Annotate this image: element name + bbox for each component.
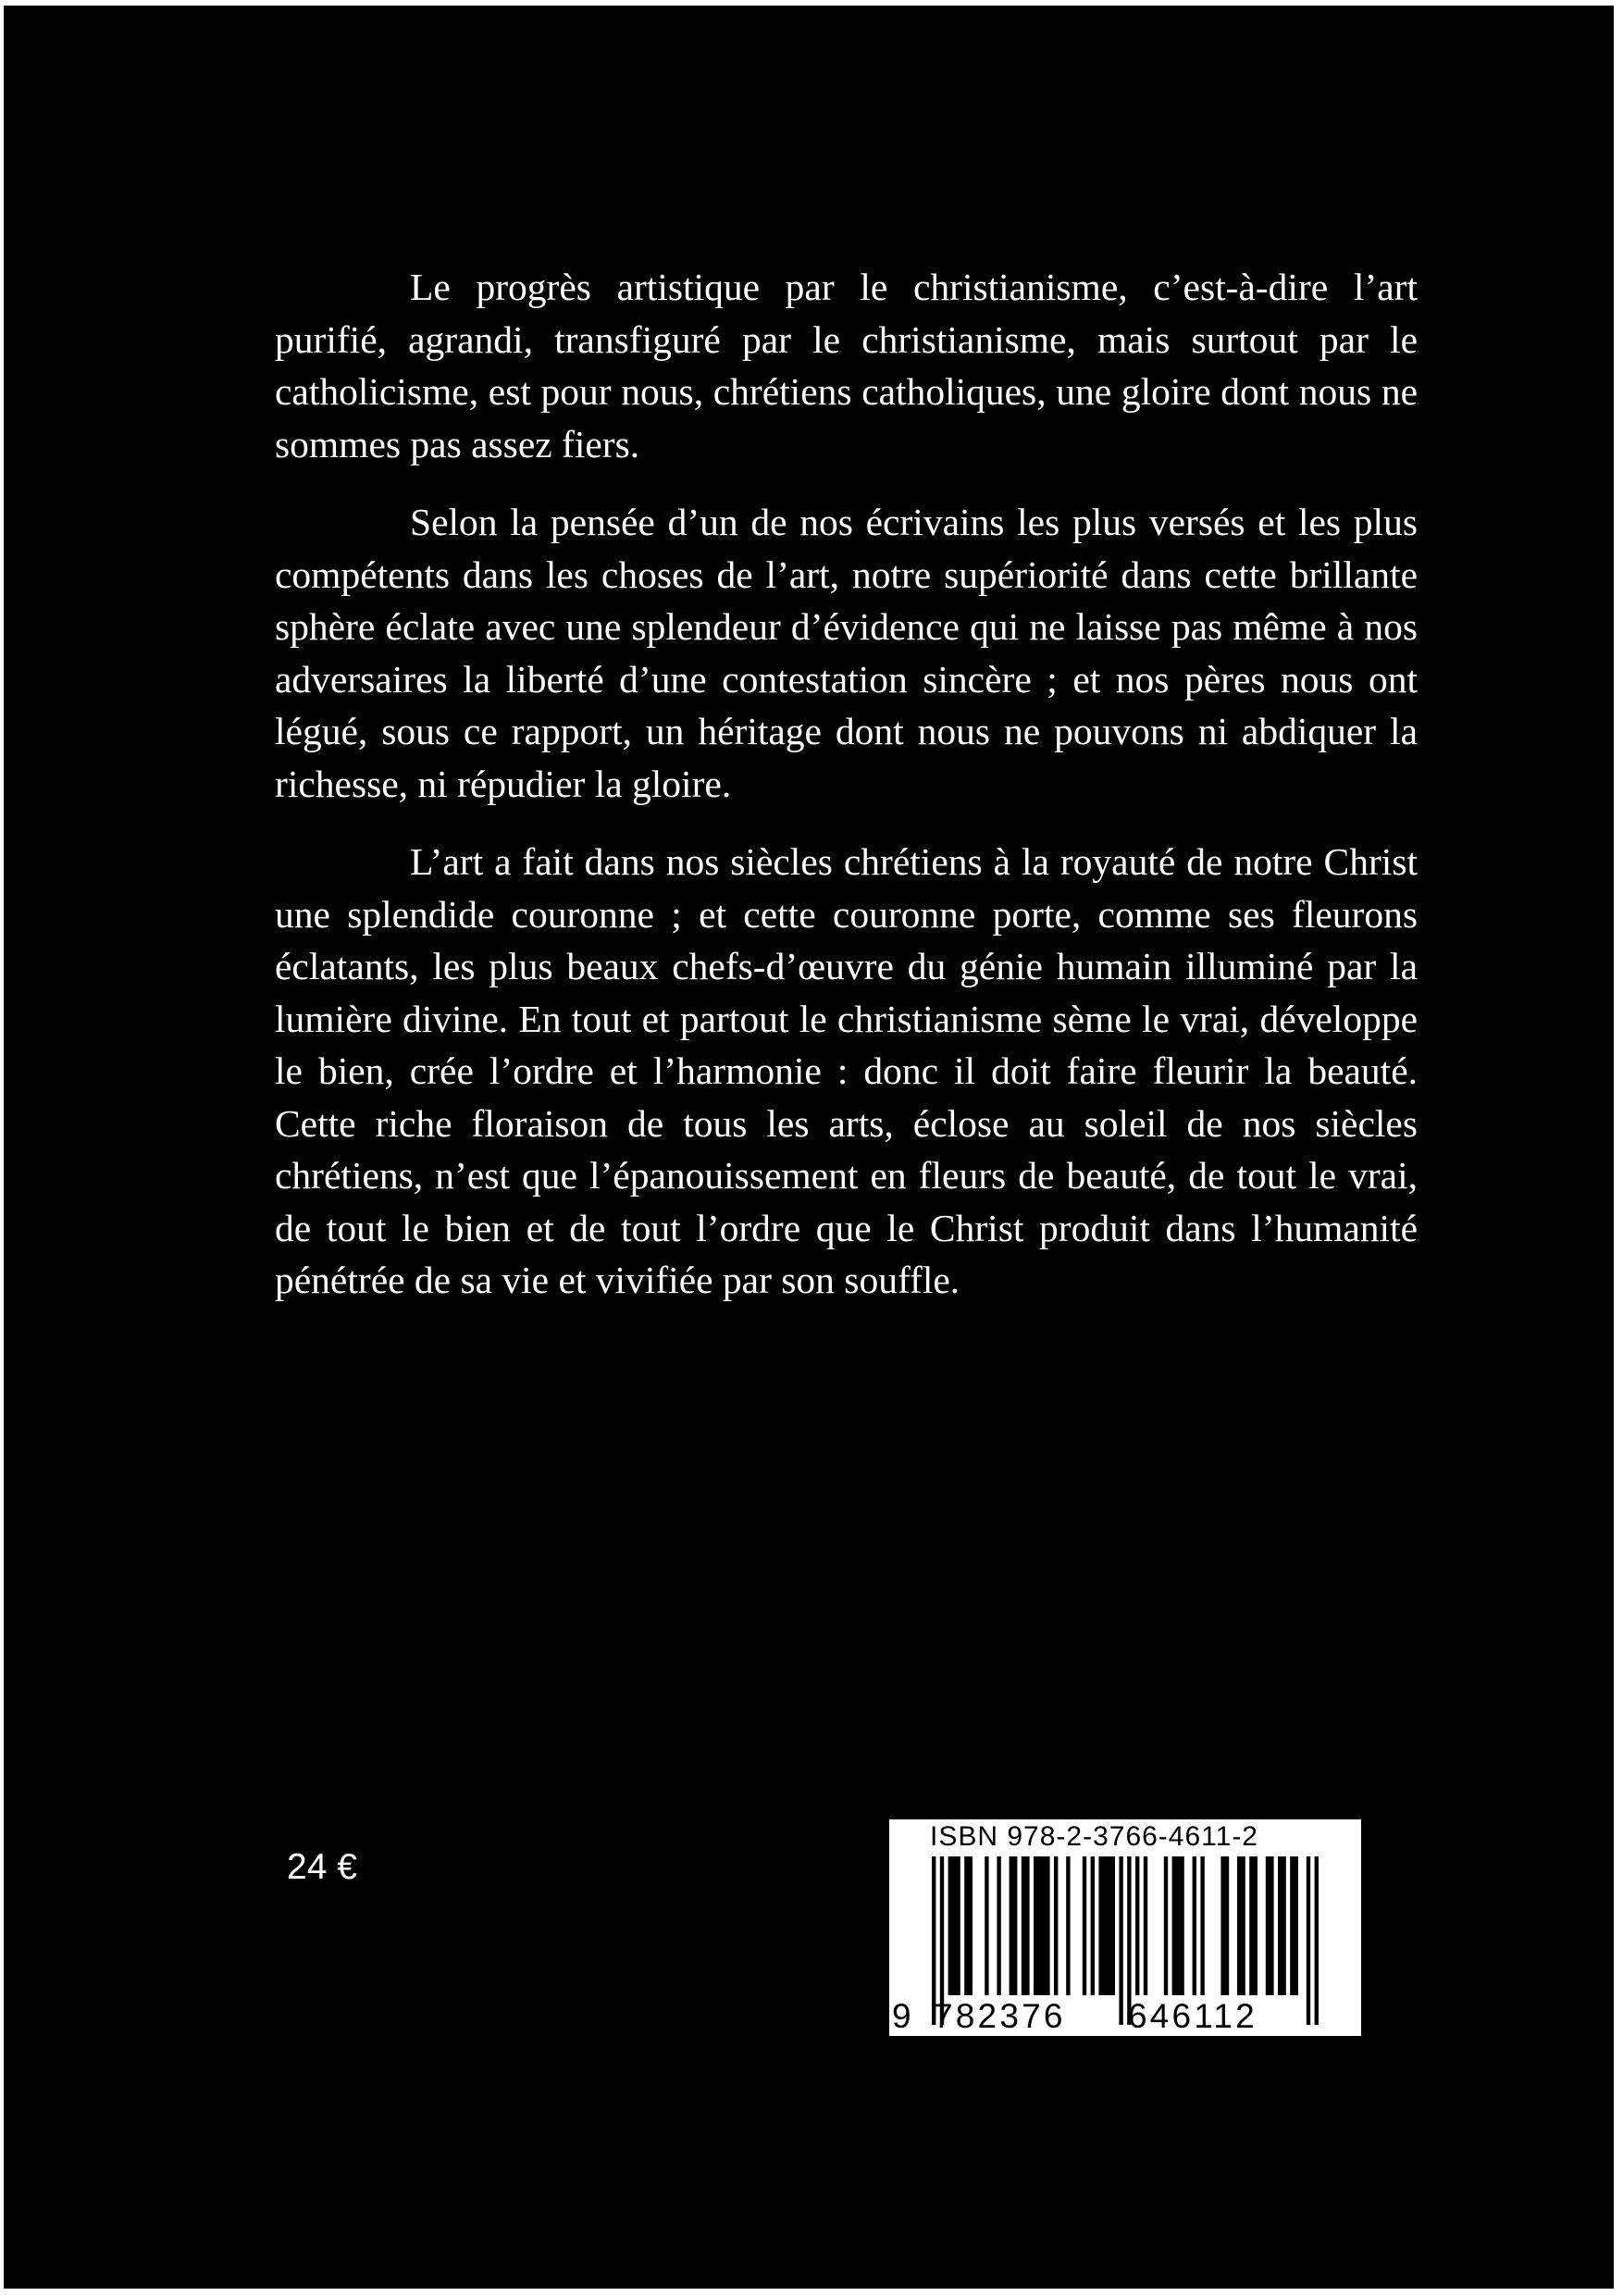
barcode-guard-bar [1315,1856,1319,2025]
barcode-bar [1091,1856,1095,1995]
isbn-number: ISBN 978-2-3766-4611-2 [930,1821,1258,1852]
barcode-left-digits: 782376 [934,1997,1066,2035]
barcode-bar [948,1856,960,1995]
barcode-bar [1034,1856,1050,1995]
barcode-bar [1054,1856,1058,1995]
barcode-bar [1083,1856,1086,1995]
barcode-guard-bar [1119,1856,1122,2025]
barcode-bar [1278,1856,1286,1995]
barcode-bar [1010,1856,1018,1995]
blurb-text [275,261,1418,1333]
barcode-bar [1172,1856,1184,1995]
barcode-first-digit: 9 [892,1997,911,2035]
barcode-bar [997,1856,1000,1995]
barcode-bar [1200,1856,1204,1995]
barcode-bar [964,1856,973,1995]
barcode-bar [1022,1856,1030,1995]
blurb-paragraph-3: L’art a fait dans nos siècles chrétiens à la royauté de notre Christ une splendide couronne ; et cette couronne porte, comme ses fleurons éclatants, les plus beaux chefs-d’œuvre du génie humain illuminé par la lumière divine. En tout et partout le christianisme sème le vrai, développe le bien, crée l’ordre et l’harmonie : donc il doit faire fleurir la beauté. Cette riche floraison de tous les arts, éclose au soleil de nos siècles chrétiens, n’est que l’épanouissement en fleurs de beauté, de tout le vrai, de tout le bien et de tout l’ordre que le Christ produit dans l’humanité pénétrée de sa vie et vivifiée par son souffle. [275,840,1418,1301]
blurb-paragraph-1: Le progrès artistique par le christianisme, c’est-à-dire l’art purifié, agrandi, transfiguré par le christianisme, mais surtout par le catholicisme, est pour nous, chrétiens catholiques, une gloire dont nous ne sommes pas assez fiers. [275,266,1418,465]
barcode-bar [1135,1856,1139,1995]
barcode-bar [1237,1856,1245,1995]
barcode-bar [1249,1856,1258,1995]
barcode-bar [1066,1856,1070,1995]
barcode-bar [985,1856,988,1995]
barcode-right-digits: 646112 [1128,1997,1258,2035]
barcode-bar [1144,1856,1147,1995]
barcode-bar [1193,1856,1196,1995]
barcode-bar [1266,1856,1274,1995]
barcode-bar [1290,1856,1298,1995]
price-label: 24 € [287,1847,357,1887]
barcode-guard-bar [1307,1856,1310,2025]
back-cover [4,6,1614,2289]
barcode-bar [1098,1856,1115,1995]
barcode-bar [1220,1856,1229,1995]
isbn-barcode [889,1819,1361,2036]
blurb-paragraph-2: Selon la pensée d’un de nos écrivains les plus versés et les plus compétents dans les choses de l’art, notre supériorité dans cette brillante sphère éclate avec une splendeur d’évidence qui ne laisse pas même à nos adversaires la liberté d’une contestation sincère ; et nos pères nous ont légué, sous ce rapport, un héritage dont nous ne pouvons ni abdiquer la richesse, ni répudier la gloire. [275,501,1418,805]
barcode-bar [1164,1856,1168,1995]
